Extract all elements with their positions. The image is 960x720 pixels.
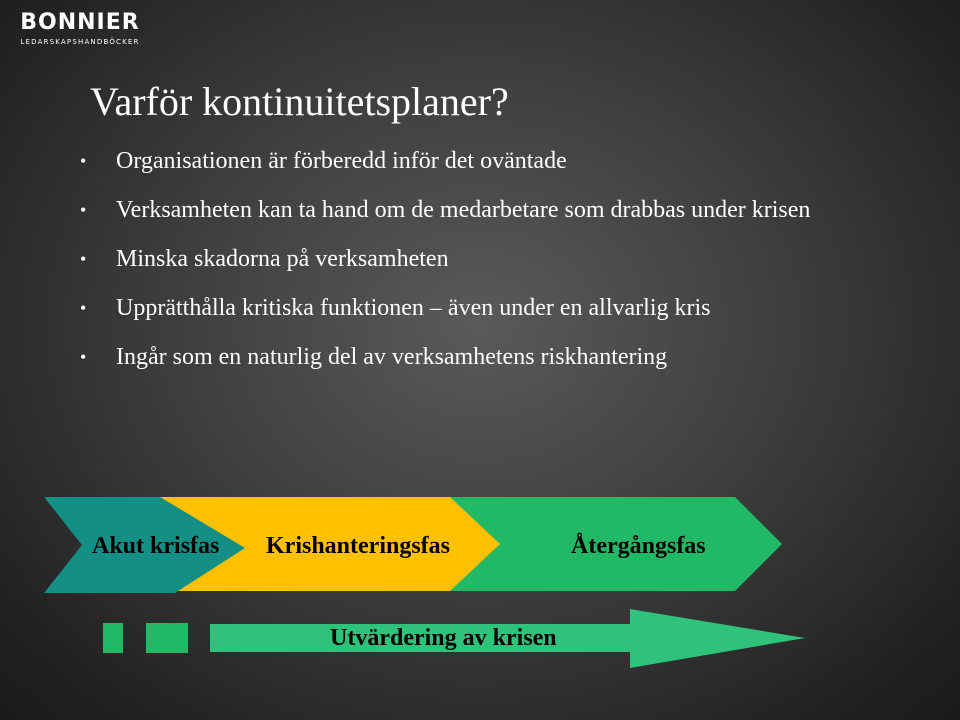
crisis-management-phase-label: Krishanteringsfas	[266, 533, 451, 559]
bullet-icon: •	[80, 200, 87, 220]
slide-title: Varför kontinuitetsplaner?	[90, 79, 509, 124]
bullet-text: Verksamheten kan ta hand om de medarbetare som drabbas under krisen	[116, 197, 811, 223]
bullet-text: Ingår som en naturlig del av verksamhetens riskhantering	[116, 344, 668, 370]
evaluation-label: Utvärdering av krisen	[330, 625, 557, 651]
acute-phase-label: Akut krisfas	[92, 533, 220, 559]
bullet-icon: •	[80, 298, 87, 318]
bullet-text: Minska skadorna på verksamheten	[116, 246, 449, 272]
evaluation-square-1	[103, 623, 123, 653]
logo-subtitle: LEDARSKAPSHANDBÖCKER	[20, 38, 140, 46]
evaluation-square-2	[146, 623, 188, 653]
bullet-icon: •	[80, 249, 87, 269]
logo-name: BONNIER	[20, 10, 140, 35]
recovery-phase-label: Återgångsfas	[571, 533, 706, 559]
bullet-icon: •	[80, 151, 87, 171]
bullet-text: Upprätthålla kritiska funktionen – även under en allvarlig kris	[116, 295, 711, 321]
bullet-icon: •	[80, 347, 87, 367]
bullet-text: Organisationen är förberedd inför det oväntade	[116, 148, 567, 174]
